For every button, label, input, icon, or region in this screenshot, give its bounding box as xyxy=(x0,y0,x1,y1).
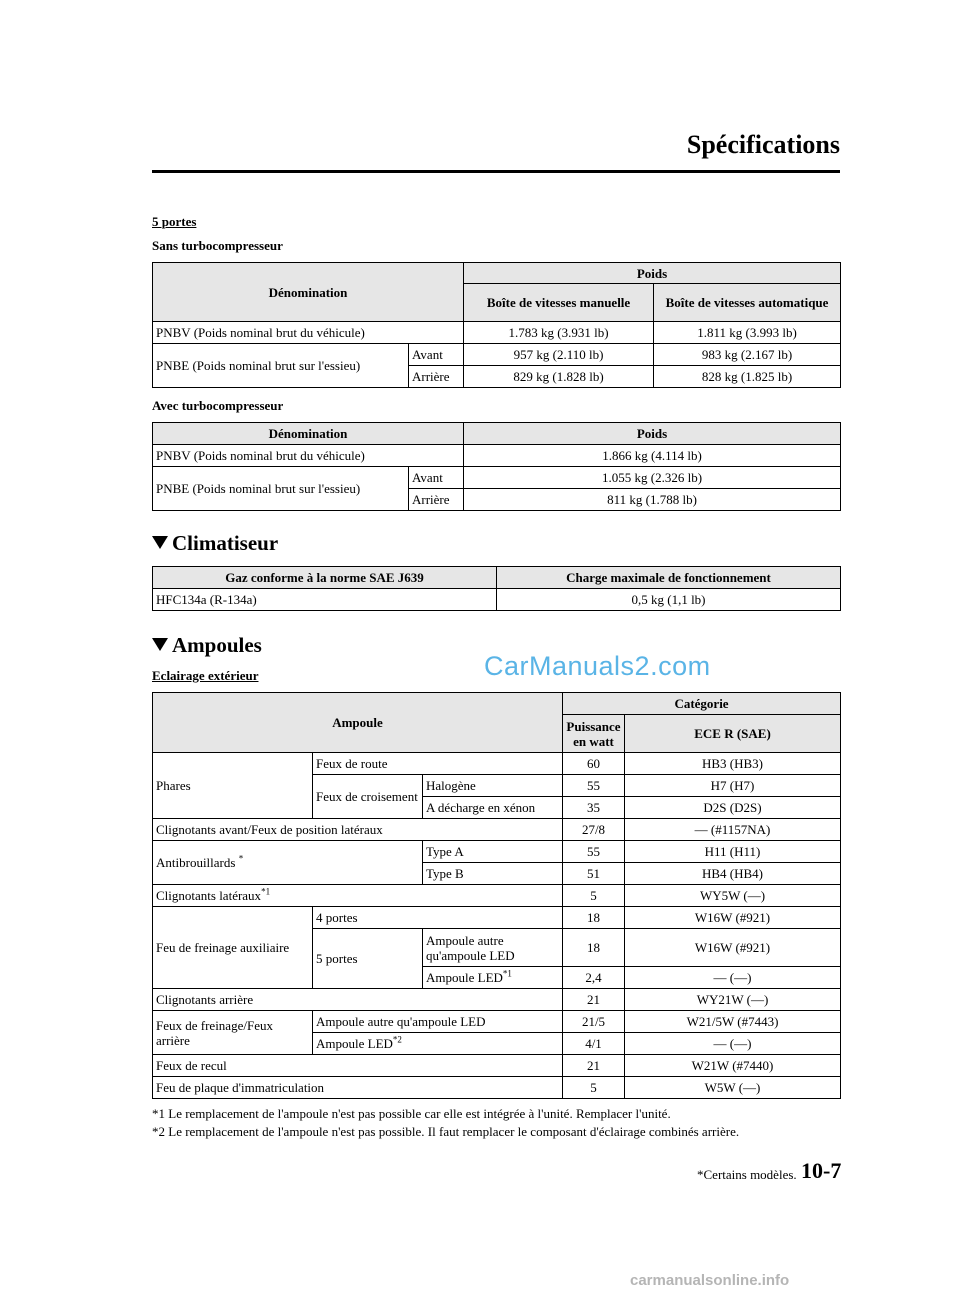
cell-pnbv-auto: 1.811 kg (3.993 lb) xyxy=(654,322,841,344)
header-ampoule: Ampoule xyxy=(153,693,563,753)
cell-pnbe-label: PNBE (Poids nominal brut sur l'essieu) xyxy=(153,344,409,388)
subsection-eclairage: Eclairage extérieur xyxy=(152,668,259,683)
cell-pnbv-label: PNBV (Poids nominal brut du véhicule) xyxy=(153,322,464,344)
cell-avant: Avant xyxy=(409,467,464,489)
footnote-2: *2 Le remplacement de l'ampoule n'est pas possible. Il faut remplacer le composant d'éclairage combinés arrière. xyxy=(152,1124,740,1139)
header-poids: Poids xyxy=(464,263,841,284)
cell-frein-autre-w: 21/5 xyxy=(563,1011,625,1033)
header-automatique: Boîte de vitesses automatique xyxy=(654,284,841,322)
cell-pnbv-manuelle: 1.783 kg (3.931 lb) xyxy=(464,322,654,344)
cell-clign-lateraux xyxy=(153,885,563,907)
cell-recul-ece: W21W (#7440) xyxy=(625,1055,841,1077)
heading-climatiseur xyxy=(152,531,278,556)
cell-feu-freinage-aux: Feu de freinage auxiliaire xyxy=(153,907,313,989)
cell-autre-led-ece: W16W (#921) xyxy=(625,929,841,967)
cell-plaque-w: 5 xyxy=(563,1077,625,1099)
triangle-down-icon xyxy=(152,638,168,651)
cell-phares: Phares xyxy=(153,753,313,819)
heading-ampoules xyxy=(152,633,262,658)
clign-lateraux-label: Clignotants latéraux xyxy=(156,888,262,903)
header-categorie: Catégorie xyxy=(563,693,841,715)
watermark-online: carmanualsonline.info xyxy=(630,1272,790,1289)
cell-recul: Feux de recul xyxy=(153,1055,563,1077)
frein-led-sup: *2 xyxy=(392,1034,402,1045)
cell-avant-poids: 1.055 kg (2.326 lb) xyxy=(464,467,841,489)
watermark-carmanuals: CarManuals2.com xyxy=(484,651,711,681)
cell-avant: Avant xyxy=(409,344,464,366)
cell-type-b: Type B xyxy=(423,863,563,885)
cell-type-b-ece: HB4 (HB4) xyxy=(625,863,841,885)
header-denomination: Dénomination xyxy=(153,263,464,322)
subsection-sans-turbo: Sans turbocompresseur xyxy=(152,238,283,253)
header-gaz: Gaz conforme à la norme SAE J639 xyxy=(153,567,497,589)
cell-type-a: Type A xyxy=(423,841,563,863)
cell-halogene: Halogène xyxy=(423,775,563,797)
cell-gaz: HFC134a (R-134a) xyxy=(153,589,497,611)
cell-avant-manuelle: 957 kg (2.110 lb) xyxy=(464,344,654,366)
cell-clign-avant-ece: ― (#1157NA) xyxy=(625,819,841,841)
cell-clign-arriere-w: 21 xyxy=(563,989,625,1011)
cell-halogene-w: 55 xyxy=(563,775,625,797)
cell-feux-route: Feux de route xyxy=(313,753,563,775)
table-sans-turbo xyxy=(152,262,841,388)
page-title: Spécifications xyxy=(686,130,840,159)
cell-xenon-w: 35 xyxy=(563,797,625,819)
cell-pnbv-label: PNBV (Poids nominal brut du véhicule) xyxy=(153,445,464,467)
cell-feux-croisement: Feux de croisement xyxy=(313,775,423,819)
cell-clign-lateraux-w: 5 xyxy=(563,885,625,907)
cell-arriere-manuelle: 829 kg (1.828 lb) xyxy=(464,366,654,388)
cell-feux-route-ece: HB3 (HB3) xyxy=(625,753,841,775)
clign-lateraux-sup: *1 xyxy=(261,886,271,897)
cell-led-ece: ― (―) xyxy=(625,967,841,989)
header-poids: Poids xyxy=(464,423,841,445)
cell-pnbe-label: PNBE (Poids nominal brut sur l'essieu) xyxy=(153,467,409,511)
header-manuelle: Boîte de vitesses manuelle xyxy=(464,284,654,322)
table-ampoules xyxy=(152,692,841,1099)
cell-frein-led-w: 4/1 xyxy=(563,1033,625,1055)
cell-frein-autre-ece: W21/5W (#7443) xyxy=(625,1011,841,1033)
cell-arriere-poids: 811 kg (1.788 lb) xyxy=(464,489,841,511)
header-denomination: Dénomination xyxy=(153,423,464,445)
frein-led-label: Ampoule LED xyxy=(316,1036,393,1051)
cell-autre-led-w: 18 xyxy=(563,929,625,967)
footnote-1: *1 Le remplacement de l'ampoule n'est pas possible car elle est intégrée à l'unité. Remplacer l'unité. xyxy=(152,1106,671,1121)
heading-ampoules-text: Ampoules xyxy=(172,633,262,657)
cell-xenon-ece: D2S (D2S) xyxy=(625,797,841,819)
led-label: Ampoule LED xyxy=(426,970,503,985)
cell-feux-frein-arriere: Feux de freinage/Feux arrière xyxy=(153,1011,313,1055)
page-number: 10-7 xyxy=(801,1158,842,1183)
cell-arriere: Arrière xyxy=(409,489,464,511)
cell-clign-arriere-ece: WY21W (―) xyxy=(625,989,841,1011)
cell-5-portes: 5 portes xyxy=(313,929,423,989)
cell-autre-led: Ampoule autre qu'ampoule LED xyxy=(423,929,563,967)
cell-plaque: Feu de plaque d'immatriculation xyxy=(153,1077,563,1099)
cell-feux-route-w: 60 xyxy=(563,753,625,775)
cell-arriere-auto: 828 kg (1.825 lb) xyxy=(654,366,841,388)
table-avec-turbo xyxy=(152,422,841,511)
cell-recul-w: 21 xyxy=(563,1055,625,1077)
cell-avant-auto: 983 kg (2.167 lb) xyxy=(654,344,841,366)
triangle-down-icon xyxy=(152,536,168,549)
cell-clign-avant-w: 27/8 xyxy=(563,819,625,841)
cell-frein-led-ece: ― (―) xyxy=(625,1033,841,1055)
heading-climatiseur-text: Climatiseur xyxy=(172,531,279,555)
cell-led-w: 2,4 xyxy=(563,967,625,989)
cell-led xyxy=(423,967,563,989)
header-rule xyxy=(152,170,840,173)
table-climatiseur xyxy=(152,566,841,611)
cell-frein-autre: Ampoule autre qu'ampoule LED xyxy=(313,1011,563,1033)
antibrouillards-label: Antibrouillards xyxy=(156,855,236,870)
antibrouillards-star: * xyxy=(238,853,244,864)
subsection-avec-turbo: Avec turbocompresseur xyxy=(152,398,284,413)
cell-antibrouillards xyxy=(153,841,423,885)
cell-pnbv: 1.866 kg (4.114 lb) xyxy=(464,445,841,467)
cell-clign-lateraux-ece: WY5W (―) xyxy=(625,885,841,907)
led-sup: *1 xyxy=(502,968,512,979)
section-5-portes: 5 portes xyxy=(152,214,197,229)
cell-halogene-ece: H7 (H7) xyxy=(625,775,841,797)
cell-frein-led xyxy=(313,1033,563,1055)
header-charge: Charge maximale de fonctionnement xyxy=(497,567,841,589)
cell-plaque-ece: W5W (―) xyxy=(625,1077,841,1099)
cell-4-portes-w: 18 xyxy=(563,907,625,929)
header-puissance: Puissance en watt xyxy=(563,715,625,753)
cell-charge: 0,5 kg (1,1 lb) xyxy=(497,589,841,611)
cell-4-portes-ece: W16W (#921) xyxy=(625,907,841,929)
footer-note: *Certains modèles. xyxy=(697,1167,797,1182)
cell-4-portes: 4 portes xyxy=(313,907,563,929)
cell-type-b-w: 51 xyxy=(563,863,625,885)
cell-arriere: Arrière xyxy=(409,366,464,388)
cell-xenon: A décharge en xénon xyxy=(423,797,563,819)
cell-clign-arriere: Clignotants arrière xyxy=(153,989,563,1011)
cell-type-a-w: 55 xyxy=(563,841,625,863)
cell-type-a-ece: H11 (H11) xyxy=(625,841,841,863)
cell-clign-avant: Clignotants avant/Feux de position latéraux xyxy=(153,819,563,841)
header-ece: ECE R (SAE) xyxy=(625,715,841,753)
